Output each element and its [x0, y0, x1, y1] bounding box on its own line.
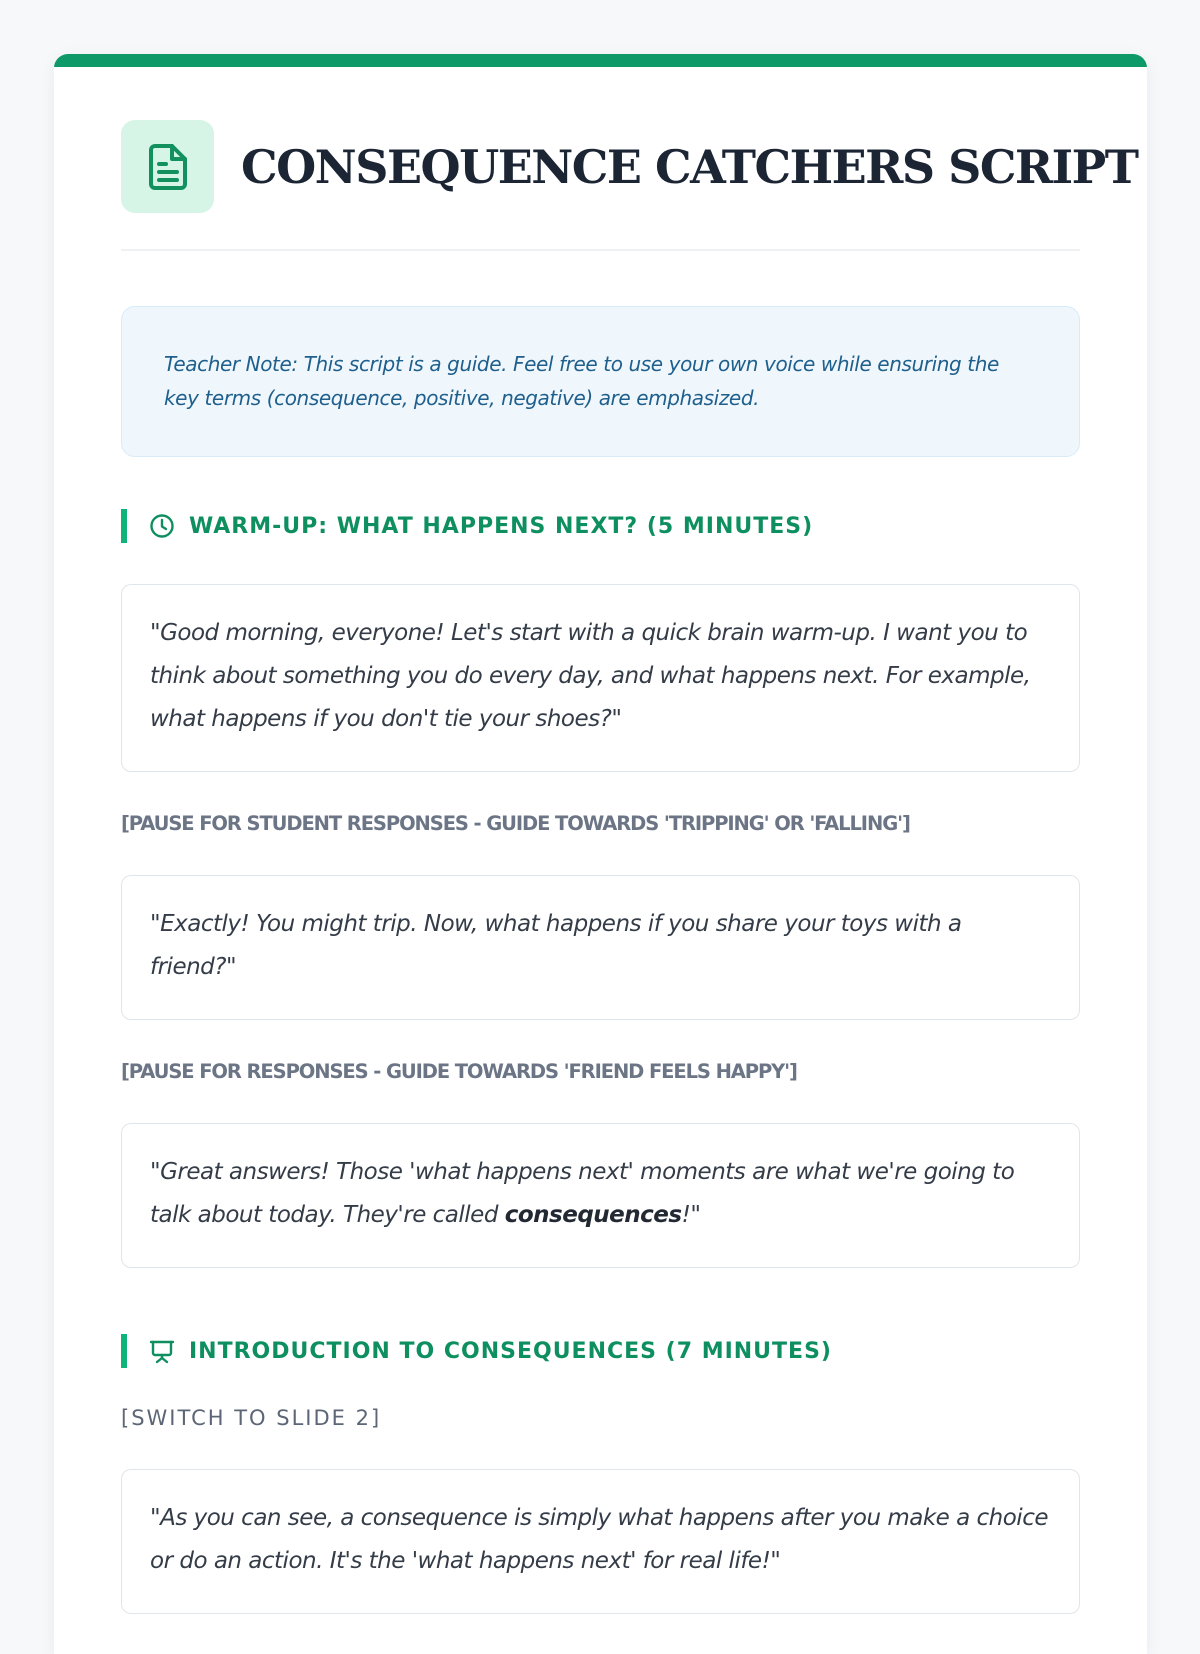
card-accent-bar: [54, 54, 1147, 67]
page-title: CONSEQUENCE CATCHERS SCRIPT: [241, 139, 1138, 194]
section-heading-warm-up: [121, 509, 1080, 543]
document-icon: [121, 120, 214, 213]
script-quote: "Exactly! You might trip. Now, what happens if you share your toys with a friend?": [121, 875, 1080, 1020]
presentation-icon: [149, 1338, 175, 1364]
script-card: [54, 54, 1147, 1654]
page-header: [121, 120, 1138, 251]
card-content: [54, 120, 1147, 1614]
slide-cue: [SWITCH TO SLIDE 2]: [121, 1406, 382, 1430]
section-heading-introduction: [121, 1334, 1080, 1368]
script-quote: [121, 1123, 1080, 1268]
clock-icon: [149, 513, 175, 539]
pause-cue: [PAUSE FOR RESPONSES - GUIDE TOWARDS 'FRIEND FEELS HAPPY']: [121, 1060, 797, 1083]
teacher-note: Teacher Note: This script is a guide. Feel free to use your own voice while ensuring the key terms (consequence, positive, negative) are emphasized.: [121, 306, 1080, 457]
section-title: INTRODUCTION TO CONSEQUENCES (7 MINUTES): [189, 1338, 832, 1364]
script-quote: "As you can see, a consequence is simply what happens after you make a choice or do an action. It's the 'what happens next' for real life!": [121, 1469, 1080, 1614]
quote-text: "Great answers! Those 'what happens next' moments are what we're going to talk about today. They're called: [150, 1159, 1015, 1228]
script-quote: "Good morning, everyone! Let's start with a quick brain warm-up. I want you to think about something you do every day, and what happens next. For example, what happens if you don't tie your shoes?": [121, 584, 1080, 772]
section-title: WARM-UP: WHAT HAPPENS NEXT? (5 MINUTES): [189, 513, 814, 539]
quote-text: !": [681, 1202, 701, 1228]
key-term: consequences: [504, 1202, 682, 1228]
pause-cue: [PAUSE FOR STUDENT RESPONSES - GUIDE TOWARDS 'TRIPPING' OR 'FALLING']: [121, 812, 910, 835]
